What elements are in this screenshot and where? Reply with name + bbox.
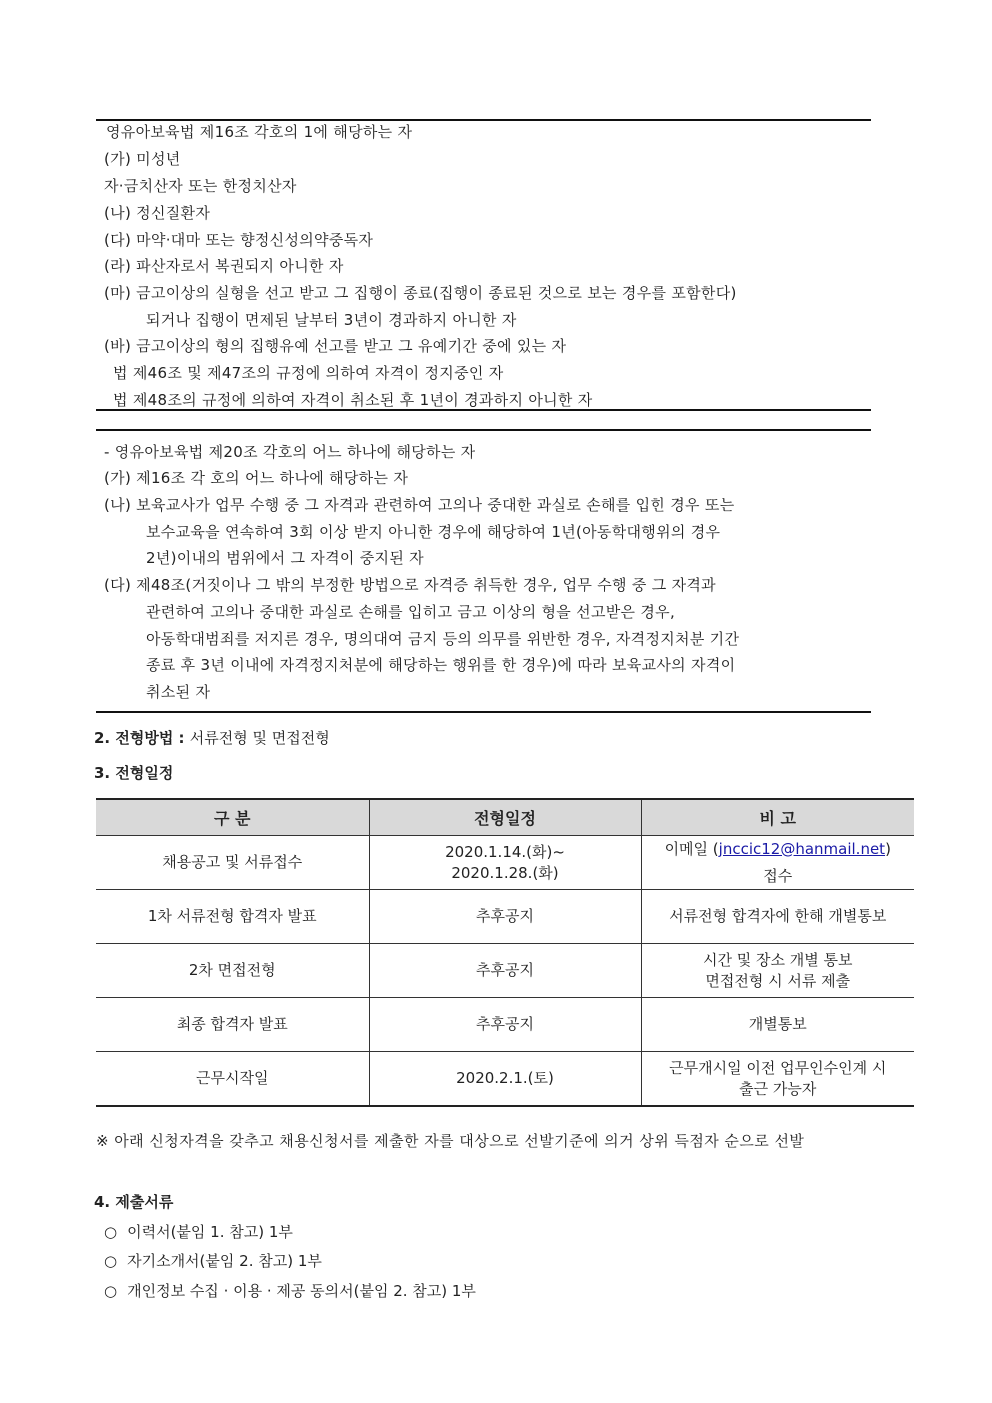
row-category: 1차 서류전형 합격자 발표 [96,890,369,944]
box1-line: 법 제48조의 규정에 의하여 자격이 취소된 후 1년이 경과하지 아니한 자 [113,391,593,409]
box1-line: (바) 금고이상의 형의 집행유예 선고를 받고 그 유예기간 중에 있는 자 [104,337,567,355]
box1-line: (마) 금고이상의 실형을 선고 받고 그 집행이 종료(집행이 종료된 것으로 보는 경우를 포함한다) [104,284,737,302]
box2-line: 종료 후 3년 이내에 자격정지처분에 해당하는 행위를 한 경우)에 따라 보육교사의 자격이 [146,656,736,674]
row-note-line: 출근 가능자 [739,1079,817,1098]
selection-note: ※ 아래 신청자격을 갖추고 채용신청서를 제출한 자를 대상으로 선발기준에 의거 상위 득점자 순으로 선발 [96,1132,805,1150]
row-category: 채용공고 및 서류접수 [96,836,369,890]
box1-line: 법 제46조 및 제47조의 규정에 의하여 자격이 정지중인 자 [113,364,504,382]
row-category: 2차 면접전형 [96,944,369,998]
table-row [96,944,914,998]
row-note [641,944,914,998]
row-date-line: 2020.1.28.(화) [451,863,559,882]
document-item [104,1221,293,1242]
circle-bullet-icon: ○ [104,1252,118,1270]
table-row [96,1052,914,1107]
row-note [641,1052,914,1107]
row-note-line: 면접전형 시 서류 제출 [705,971,851,990]
table-header-row [96,799,914,836]
document-item [104,1250,322,1271]
box2-line: 보수교육을 연속하여 3회 이상 받지 아니한 경우에 해당하여 1년(아동학대행위의 경우 [146,523,721,541]
box1-line: 되거나 집행이 면제된 날부터 3년이 경과하지 아니한 자 [146,311,517,329]
box2-line: 2년)이내의 범위에서 그 자격이 중지된 자 [146,549,424,567]
row-note-line: 시간 및 장소 개별 통보 [703,950,853,969]
document-item-label: 개인정보 수집 · 이용 · 제공 동의서(붙임 2. 참고) 1부 [127,1282,476,1300]
box1-line: (다) 마약·대마 또는 향정신성의약중독자 [104,231,374,249]
email-suffix: ) [885,839,891,858]
row-date: 추후공지 [369,998,641,1052]
row-note-line: 접수 [763,866,793,885]
box2-line: (다) 제48조(거짓이나 그 밖의 부정한 방법으로 자격증 취득한 경우, 업무 수행 중 그 자격과 [104,576,716,594]
document-item-label: 이력서(붙임 1. 참고) 1부 [127,1223,293,1241]
circle-bullet-icon: ○ [104,1223,118,1241]
circle-bullet-icon: ○ [104,1282,118,1300]
section-4-heading [94,1191,173,1212]
section-3-title: 3. 전형일정 [94,764,174,782]
box2-line: 취소된 자 [146,683,211,701]
box2-line: - 영유아보육법 제20조 각호의 어느 하나에 해당하는 자 [104,443,476,461]
row-date: 추후공지 [369,944,641,998]
table-row [96,836,914,890]
schedule-table [96,798,914,1107]
box2-line: 관련하여 고의나 중대한 과실로 손해를 입히고 금고 이상의 형을 선고받은 경우, [146,603,676,621]
box2-line: (가) 제16조 각 호의 어느 하나에 해당하는 자 [104,469,409,487]
box1-line: 영유아보육법 제16조 각호의 1에 해당하는 자 [106,123,413,141]
row-note-line [646,839,911,860]
document-item [104,1280,476,1301]
header-note: 비 고 [641,799,914,836]
section-2-separator: : [173,729,190,747]
row-date-line: 2020.1.14.(화)~ [445,842,565,861]
row-category: 근무시작일 [96,1052,369,1107]
email-link[interactable]: jnccic12@hanmail.net [718,839,886,858]
table-row [96,998,914,1052]
box2-line: 아동학대범죄를 저지른 경우, 명의대여 금지 등의 의무를 위반한 경우, 자격정지처분 기간 [146,630,740,648]
box1-line: (나) 정신질환자 [104,204,211,222]
section-2-title: 2. 전형방법 [94,729,174,747]
box1-line: (가) 미성년 [104,150,181,168]
row-note: 서류전형 합격자에 한해 개별통보 [641,890,914,944]
section-2-value: 서류전형 및 면접전형 [189,729,330,747]
section-4-title: 4. 제출서류 [94,1193,174,1211]
row-date: 추후공지 [369,890,641,944]
header-category: 구 분 [96,799,369,836]
email-prefix: 이메일 ( [664,839,719,858]
section-2-heading [94,727,330,748]
box2-line: (나) 보육교사가 업무 수행 중 그 자격과 관련하여 고의나 중대한 과실로 손해를 입힌 경우 또는 [104,496,735,514]
row-note-line: 근무개시일 이전 업무인수인계 시 [669,1058,887,1077]
header-date: 전형일정 [369,799,641,836]
row-note [641,836,914,890]
box1-line: 자·금치산자 또는 한정치산자 [104,177,297,195]
row-date: 2020.2.1.(토) [369,1052,641,1107]
section-3-heading [94,762,173,783]
table-row [96,890,914,944]
document-item-label: 자기소개서(붙임 2. 참고) 1부 [127,1252,322,1270]
row-category: 최종 합격자 발표 [96,998,369,1052]
row-note: 개별통보 [641,998,914,1052]
row-date [369,836,641,890]
box1-line: (라) 파산자로서 복권되지 아니한 자 [104,257,344,275]
